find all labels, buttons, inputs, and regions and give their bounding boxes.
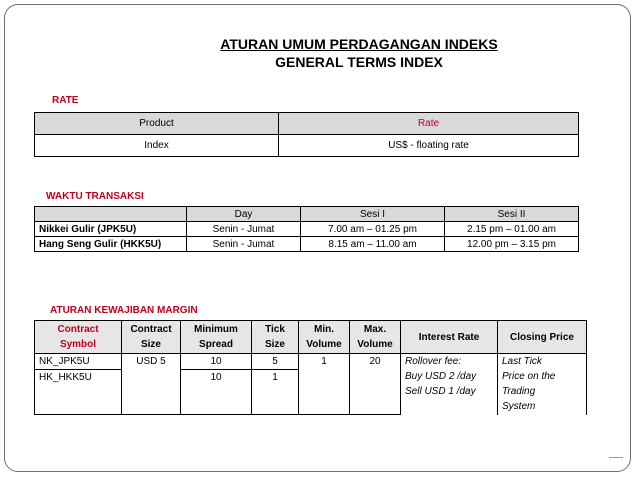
margin-cell-min-volume	[299, 370, 350, 415]
margin-cell-symbol: HK_HKK5U	[35, 370, 122, 415]
title-line-2: GENERAL TERMS INDEX	[275, 54, 443, 70]
waktu-header-sesi2: Sesi II	[445, 207, 579, 222]
margin-cell-min-volume: 1	[299, 354, 350, 370]
margin-header-min-volume: Min. Volume	[299, 321, 350, 354]
margin-header-contract-size: Contract Size	[122, 321, 181, 354]
margin-header-interest-rate: Interest Rate	[401, 321, 498, 354]
margin-cell-spread: 10	[181, 370, 252, 415]
waktu-section-label: WAKTU TRANSAKSI	[46, 191, 144, 202]
margin-header-tick-size: Tick Size	[252, 321, 299, 354]
slide-corner-mark	[609, 457, 623, 468]
waktu-cell-name: Nikkei Gulir (JPK5U)	[35, 222, 187, 237]
waktu-cell-name: Hang Seng Gulir (HKK5U)	[35, 237, 187, 252]
waktu-cell-day: Senin - Jumat	[187, 237, 301, 252]
margin-cell-closing-price: Last Tick Price on the Trading System	[498, 354, 587, 415]
margin-header-contract-symbol: Contract Symbol	[35, 321, 122, 354]
margin-cell-tick: 5	[252, 354, 299, 370]
table-row	[35, 237, 579, 252]
margin-section-label: ATURAN KEWAJIBAN MARGIN	[50, 305, 198, 316]
margin-cell-tick: 1	[252, 370, 299, 415]
rate-cell-rate: US$ - floating rate	[279, 135, 579, 157]
rate-header-row	[35, 113, 579, 135]
table-row	[35, 135, 579, 157]
waktu-header-blank	[35, 207, 187, 222]
rate-cell-product: Index	[35, 135, 279, 157]
margin-header-row	[35, 321, 587, 354]
waktu-table	[34, 206, 579, 252]
waktu-cell-sesi1: 8.15 am – 11.00 am	[301, 237, 445, 252]
margin-cell-spread: 10	[181, 354, 252, 370]
waktu-header-day: Day	[187, 207, 301, 222]
page-title	[0, 35, 638, 71]
margin-table	[34, 320, 587, 415]
waktu-cell-sesi2: 12.00 pm – 3.15 pm	[445, 237, 579, 252]
rate-header-product: Product	[35, 113, 279, 135]
margin-cell-max-volume: 20	[350, 354, 401, 370]
waktu-cell-day: Senin - Jumat	[187, 222, 301, 237]
margin-header-minimum-spread: Minimum Spread	[181, 321, 252, 354]
waktu-cell-sesi2: 2.15 pm – 01.00 am	[445, 222, 579, 237]
margin-cell-max-volume	[350, 370, 401, 415]
rate-table	[34, 112, 579, 157]
margin-header-closing-price: Closing Price	[498, 321, 587, 354]
margin-cell-size	[122, 370, 181, 415]
margin-cell-size: USD 5	[122, 354, 181, 370]
rate-section-label: RATE	[52, 95, 79, 106]
title-line-1: ATURAN UMUM PERDAGANGAN INDEKS	[220, 36, 498, 52]
margin-header-max-volume: Max. Volume	[350, 321, 401, 354]
margin-cell-interest-rate: Rollover fee: Buy USD 2 /day Sell USD 1 /day	[401, 354, 498, 415]
waktu-header-row	[35, 207, 579, 222]
waktu-header-sesi1: Sesi I	[301, 207, 445, 222]
table-row	[35, 354, 587, 370]
table-row	[35, 222, 579, 237]
margin-cell-symbol: NK_JPK5U	[35, 354, 122, 370]
waktu-cell-sesi1: 7.00 am – 01.25 pm	[301, 222, 445, 237]
rate-header-rate: Rate	[279, 113, 579, 135]
